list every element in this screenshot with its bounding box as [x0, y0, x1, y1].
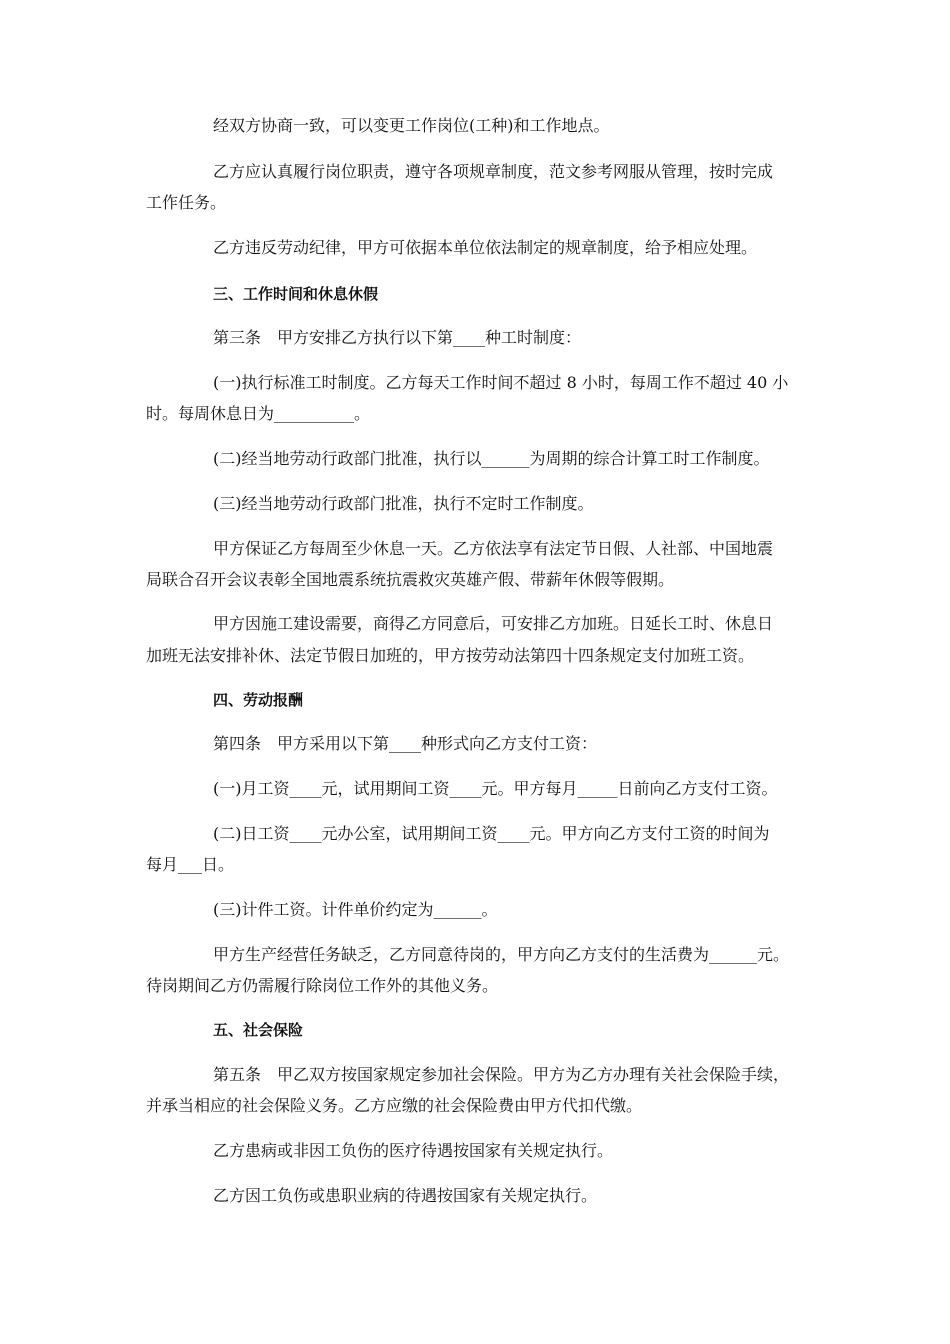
- paragraph-line: 甲方因施工建设需要，商得乙方同意后，可安排乙方加班。日延长工时、休息日: [213, 614, 774, 633]
- paragraph-line: 乙方因工负伤或患职业病的待遇按国家有关规定执行。: [213, 1186, 598, 1205]
- paragraph-line: (一)月工资____元，试用期间工资____元。甲方每月_____日前向乙方支付工资。: [213, 779, 778, 798]
- paragraph-line: 第四条 甲方采用以下第____种形式向乙方支付工资：: [213, 734, 598, 753]
- paragraph-line: 待岗期间乙方仍需履行除岗位工作外的其他义务。: [146, 976, 499, 995]
- paragraph-line: 每月___日。: [146, 855, 235, 874]
- section-heading: 四、劳动报酬: [213, 691, 304, 709]
- paragraph-line: (二)日工资____元办公室，试用期间工资____元。甲方向乙方支付工资的时间为: [213, 824, 770, 843]
- paragraph-line: (三)经当地劳动行政部门批准，执行不定时工作制度。: [213, 494, 594, 513]
- paragraph-line: (二)经当地劳动行政部门批准，执行以______为周期的综合计算工时工作制度。: [213, 449, 770, 468]
- paragraph-line: (三)计件工资。计件单价约定为______。: [213, 900, 498, 919]
- paragraph-line: 第五条 甲乙双方按国家规定参加社会保险。甲方为乙方办理有关社会保险手续，: [213, 1065, 790, 1084]
- paragraph-line: 乙方应认真履行岗位职责，遵守各项规章制度，范文参考网服从管理，按时完成: [213, 162, 774, 181]
- paragraph-line: 甲方生产经营任务缺乏，乙方同意待岗的，甲方向乙方支付的生活费为______元。: [213, 945, 790, 964]
- paragraph-line: 乙方违反劳动纪律，甲方可依据本单位依法制定的规章制度，给予相应处理。: [213, 238, 758, 257]
- paragraph-line: 局联合召开会议表彰全国地震系统抗震救灾英雄产假、带薪年休假等假期。: [146, 570, 675, 589]
- paragraph-line: 乙方患病或非因工负伤的医疗待遇按国家有关规定执行。: [213, 1141, 614, 1160]
- paragraph-line: 第三条 甲方安排乙方执行以下第____种工时制度：: [213, 328, 582, 347]
- paragraph-line: (一)执行标准工时制度。乙方每天工作时间不超过 8 小时，每周工作不超过 40 小: [213, 373, 789, 392]
- paragraph-line: 经双方协商一致，可以变更工作岗位(工种)和工作地点。: [213, 116, 610, 135]
- paragraph-line: 加班无法安排补休、法定节假日加班的，甲方按劳动法第四十四条规定支付加班工资。: [146, 646, 755, 665]
- paragraph-line: 工作任务。: [146, 193, 227, 212]
- paragraph-line: 时。每周休息日为__________。: [146, 404, 371, 423]
- paragraph-line: 甲方保证乙方每周至少休息一天。乙方依法享有法定节日假、人社部、中国地震: [213, 539, 774, 558]
- paragraph-line: 并承当相应的社会保险义务。乙方应缴的社会保险费由甲方代扣代缴。: [146, 1096, 643, 1115]
- section-heading: 三、工作时间和休息休假: [213, 285, 379, 303]
- section-heading: 五、社会保险: [213, 1021, 304, 1039]
